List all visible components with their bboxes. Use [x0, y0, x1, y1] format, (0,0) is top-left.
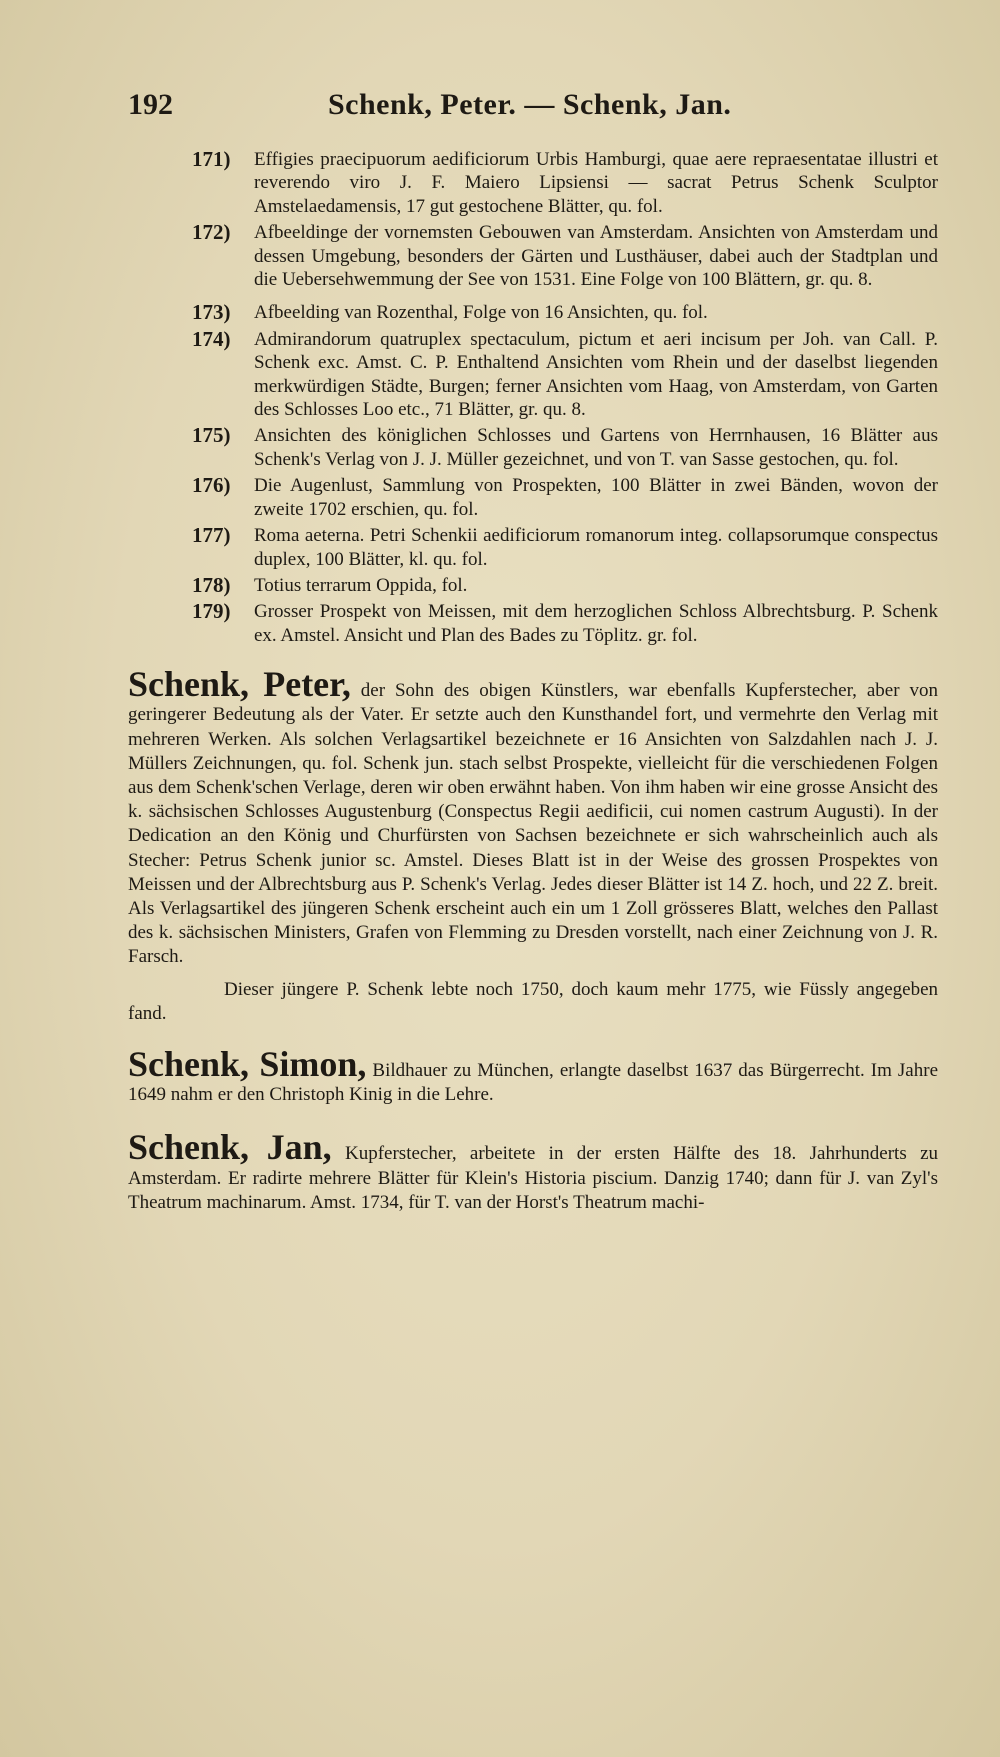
- entry-paragraph: [128, 1127, 938, 1215]
- item-number: 176): [192, 473, 231, 498]
- item-text: Roma aeterna. Petri Schenkii aedificiorum romanorum integ. collapsorumque conspectus duplex, 100 Blätter, kl. qu. fol.: [254, 525, 938, 570]
- list-item: [192, 301, 938, 324]
- list-item: [192, 600, 938, 647]
- item-text: Effigies praecipuorum aedificiorum Urbis Hamburgi, quae aere repraesentatae illustri et reverendo viro J. F. Maiero Lipsiensi — sacrat Petrus Schenk Sculptor Amstelaedamensis, 17 gut gestochene Blätter, qu. fol.: [254, 149, 938, 217]
- list-item: [192, 474, 938, 521]
- item-number: 174): [192, 326, 231, 351]
- item-number: 178): [192, 572, 231, 597]
- catalogue-list: [192, 148, 938, 647]
- item-text: Afbeelding van Rozenthal, Folge von 16 Ansichten, qu. fol.: [254, 302, 708, 324]
- list-item: [192, 221, 938, 291]
- entry-text: der Sohn des obigen Künstlers, war ebenfalls Kupferstecher, aber von geringerer Bedeutung als der Vater. Er setzte auch den Kunsthandel fort, und vermehrte den Verlag mit mehreren Werken. Als solchen Verlagsartikel bezeichnete er 16 Ansichten von Salzdahlen nach J. J. Müllers Zeichnungen, qu. fol. Schenk jun. stach selbst Prospekte, vielleicht für die verschiedenen Folgen aus dem Schenk'schen Verlage, deren wir oben erwähnt haben. Von ihm haben wir eine grosse Ansicht des k. sächsischen Schlosses Augustenburg (Conspectus Regii aedificii, cui nomen castrum Augusti). In der Dedication an den König und Churfürsten von Sachsen bezeichnete er sich wahrscheinlich auch als Stecher: Petrus Schenk junior sc. Amstel. Dieses Blatt ist in der Weise des grossen Prospektes von Meissen und der Albrechtsburg aus P. Schenk's Verlag. Jedes dieser Blätter ist 14 Z. hoch, und 22 Z. breit. Als Verlagsartikel des jüngeren Schenk erscheint auch ein um 1 Zoll grösseres Blatt, welches den Pallast des k. sächsischen Ministers, Grafen von Flemming zu Dresden vorstellt, nach einer Zeichnung von J. R. Farsch.: [128, 680, 938, 968]
- list-item: [192, 328, 938, 422]
- entry-paragraph: [128, 664, 938, 969]
- entry-text: Kupferstecher, arbeitete in der ersten Hälfte des 18. Jahrhunderts zu Amsterdam. Er radirte mehrere Blätter für Klein's Historia piscium. Danzig 1740; dann für J. van Zyl's Theatrum machinarum. Amst. 1734, für T. van der Horst's Theatrum machi-: [128, 1143, 938, 1213]
- list-item: [192, 148, 938, 218]
- entry-name: Schenk, Simon,: [128, 1043, 367, 1084]
- item-text: Admirandorum quatruplex spectaculum, pictum et aeri incisum per Joh. van Call. P. Schenk exc. Amst. C. P. Enthaltend Ansichten vom Rhein und der daselbst liegenden merkwürdigen Städte, Burgen; ferner Ansichten vom Haag, von Amsterdam, von Garten des Schlosses Loo etc., 71 Blätter, gr. qu. 8.: [254, 328, 938, 421]
- entry-jan-schenk: [128, 1127, 938, 1215]
- item-number: 177): [192, 523, 231, 548]
- item-number: 175): [192, 423, 231, 448]
- item-text: Ansichten des königlichen Schlosses und Gartens von Herrnhausen, 16 Blätter aus Schenk's Verlag von J. J. Müller gezeichnet, und von T. van Sasse gestochen, qu. fol.: [254, 425, 938, 470]
- list-item: [192, 574, 938, 597]
- list-item: [192, 524, 938, 571]
- entry-text: Bildhauer zu München, erlangte daselbst 1637 das Bürgerrecht. Im Jahre 1649 nahm er den Christoph Kinig in die Lehre.: [128, 1059, 939, 1106]
- item-number: 172): [192, 220, 231, 245]
- running-head: Schenk, Peter. — Schenk, Jan.: [328, 88, 732, 121]
- item-number: 173): [192, 300, 231, 325]
- entry-name: Schenk, Jan,: [128, 1127, 332, 1168]
- item-text: Afbeeldinge der vornemsten Gebouwen van Amsterdam. Ansichten von Amsterdam und dessen Umgebung, besonders der Gärten und Lusthäuser, dabei auch der Stadtplan und die Uebersehwemmung der See von 1531. Eine Folge von 100 Blättern, gr. qu. 8.: [254, 222, 938, 291]
- list-item: [192, 424, 938, 471]
- entry-paragraph: [128, 1043, 939, 1107]
- entry-peter-schenk: [128, 664, 938, 1026]
- item-number: 171): [192, 147, 231, 171]
- page-number: 192: [128, 88, 173, 121]
- item-text: Grosser Prospekt von Meissen, mit dem herzoglichen Schloss Albrechtsburg. P. Schenk ex. Amstel. Ansicht und Plan des Bades zu Töplitz. gr. fol.: [254, 601, 938, 646]
- item-text: Totius terrarum Oppida, fol.: [254, 574, 468, 596]
- page-body: [0, 148, 1000, 1215]
- entry-simon-schenk: [128, 1043, 939, 1107]
- item-text: Die Augenlust, Sammlung von Prospekten, 100 Blätter in zwei Bänden, wovon der zweite 1702 erschien, qu. fol.: [254, 475, 938, 520]
- page-header: [128, 88, 940, 132]
- entry-name: Schenk, Peter,: [128, 664, 351, 705]
- entry-paragraph: Dieser jüngere P. Schenk lebte noch 1750, doch kaum mehr 1775, wie Füssly angegeben fand.: [128, 978, 938, 1024]
- item-number: 179): [192, 599, 231, 624]
